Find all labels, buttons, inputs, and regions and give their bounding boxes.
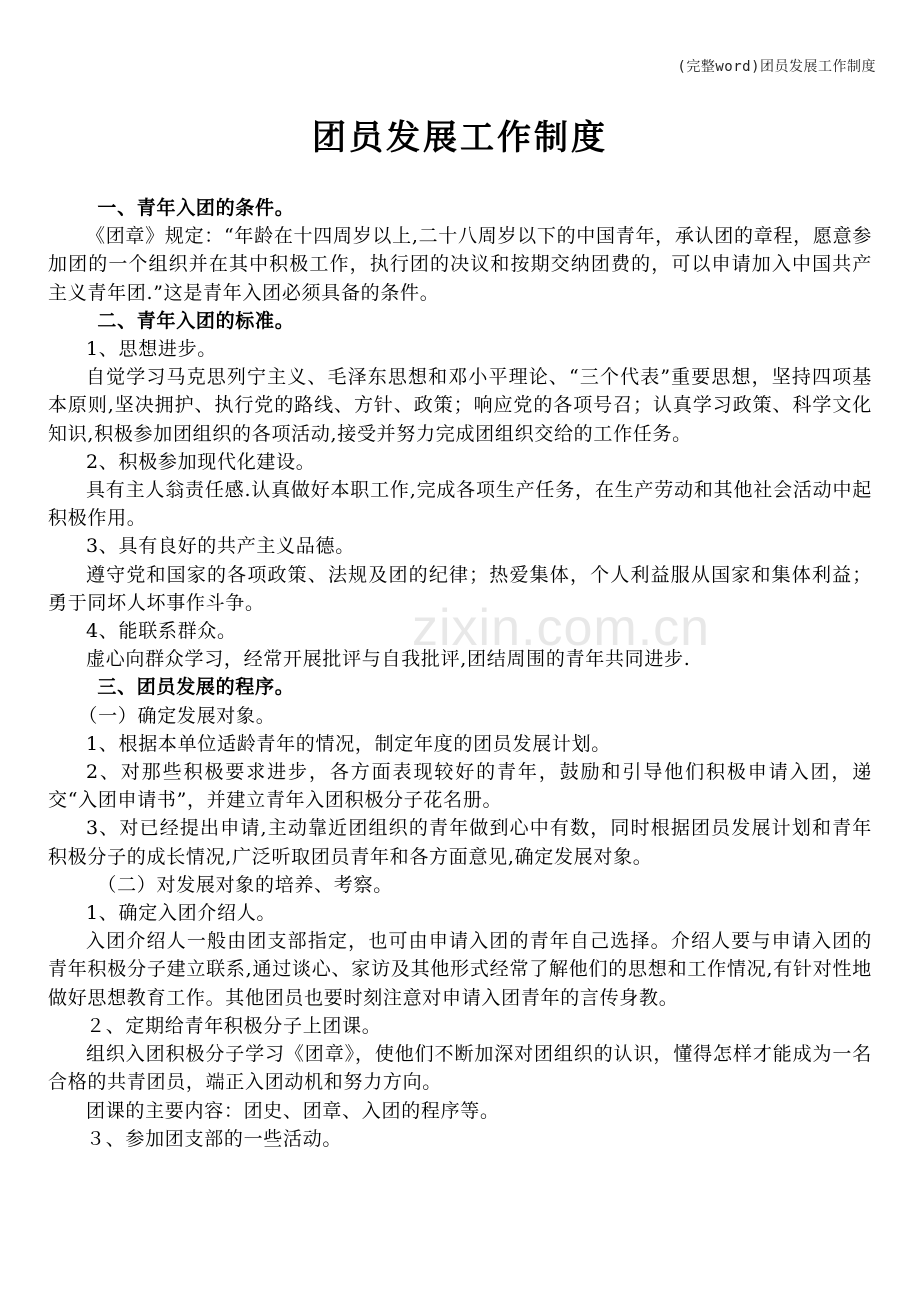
list-item-4: 4、能联系群众。: [86, 620, 237, 643]
paragraph-introducer: 入团介绍人一般由团支部指定，也可由申请入团的青年自己选择。介绍人要与申请入团的青年积极分子建立联系,通过谈心、家访及其他形式经常了解他们的思想和工作情况,有针对性地做好思想教育工作。其他团员也要时刻注意对申请入团青年的言传身教。: [48, 930, 872, 1009]
paragraph-morality: 遵守党和国家的各项政策、法规及团的纪律；热爱集体，个人利益服从国家和集体利益；勇于同坏人坏事作斗争。: [48, 563, 872, 614]
section-heading-2: 二、青年入团的标准。: [97, 309, 295, 332]
running-header: (完整word)团员发展工作制度: [677, 59, 876, 75]
paragraph-thought: 自觉学习马克思列宁主义、毛泽东思想和邓小平理论、“三个代表”重要思想，坚持四项基本原则,坚决拥护、执行党的路线、方针、政策；响应党的各项号召；认真学习政策、科学文化知识,积极参加团组织的各项活动,接受并努力完成团组织交给的工作任务。: [48, 366, 872, 445]
training-item-3: ３、参加团支部的一些活动。: [86, 1127, 343, 1150]
subsection-heading-2: （二）对发展对象的培养、考察。: [97, 873, 393, 896]
section-heading-3: 三、团员发展的程序。: [97, 676, 295, 699]
procedure-item-2: 2、对那些积极要求进步，各方面表现较好的青年，鼓励和引导他们积极申请入团，递交“入团申请书”，并建立青年入团积极分子花名册。: [48, 761, 872, 812]
watermark: zixin.com.cn: [412, 599, 711, 657]
paragraph-course-content: 团课的主要内容：团史、团章、入团的程序等。: [86, 1099, 500, 1122]
paragraph-study: 组织入团积极分子学习《团章》，使他们不断加深对团组织的认识，懂得怎样才能成为一名合格的共青团员，端正入团动机和努力方向。: [48, 1043, 872, 1094]
paragraph-modernization: 具有主人翁责任感.认真做好本职工作,完成各项生产任务，在生产劳动和其他社会活动中起积极作用。: [48, 479, 872, 530]
subsection-heading-1: （一）确定发展对象。: [78, 704, 276, 727]
paragraph-masses: 虚心向群众学习，经常开展批评与自我批评,团结周围的青年共同进步.: [86, 648, 691, 671]
section-heading-1: 一、青年入团的条件。: [97, 197, 295, 219]
procedure-item-3: 3、对已经提出申请,主动靠近团组织的青年做到心中有数，同时根据团员发展计划和青年积极分子的成长情况,广泛听取团员青年和各方面意见,确定发展对象。: [48, 817, 872, 868]
paragraph-conditions: 《团章》规定：“年龄在十四周岁以上,二十八周岁以下的中国青年，承认团的章程，愿意参加团的一个组织并在其中积极工作，执行团的决议和按期交纳团费的，可以申请加入中国共产主义青年团.”这是青年入团必须具备的条件。: [48, 225, 872, 304]
list-item-2: 2、积极参加现代化建设。: [86, 450, 316, 473]
list-item-1: 1、思想进步。: [86, 338, 217, 361]
document-body: [48, 194, 872, 1153]
procedure-item-1: 1、根据本单位适龄青年的情况，制定年度的团员发展计划。: [86, 732, 611, 755]
training-item-1: 1、确定入团介绍人。: [86, 902, 277, 925]
list-item-3: 3、具有良好的共产主义品德。: [86, 535, 355, 558]
document-title: 团员发展工作制度: [312, 118, 608, 158]
training-item-2: ２、定期给青年积极分子上团课。: [86, 1014, 382, 1037]
